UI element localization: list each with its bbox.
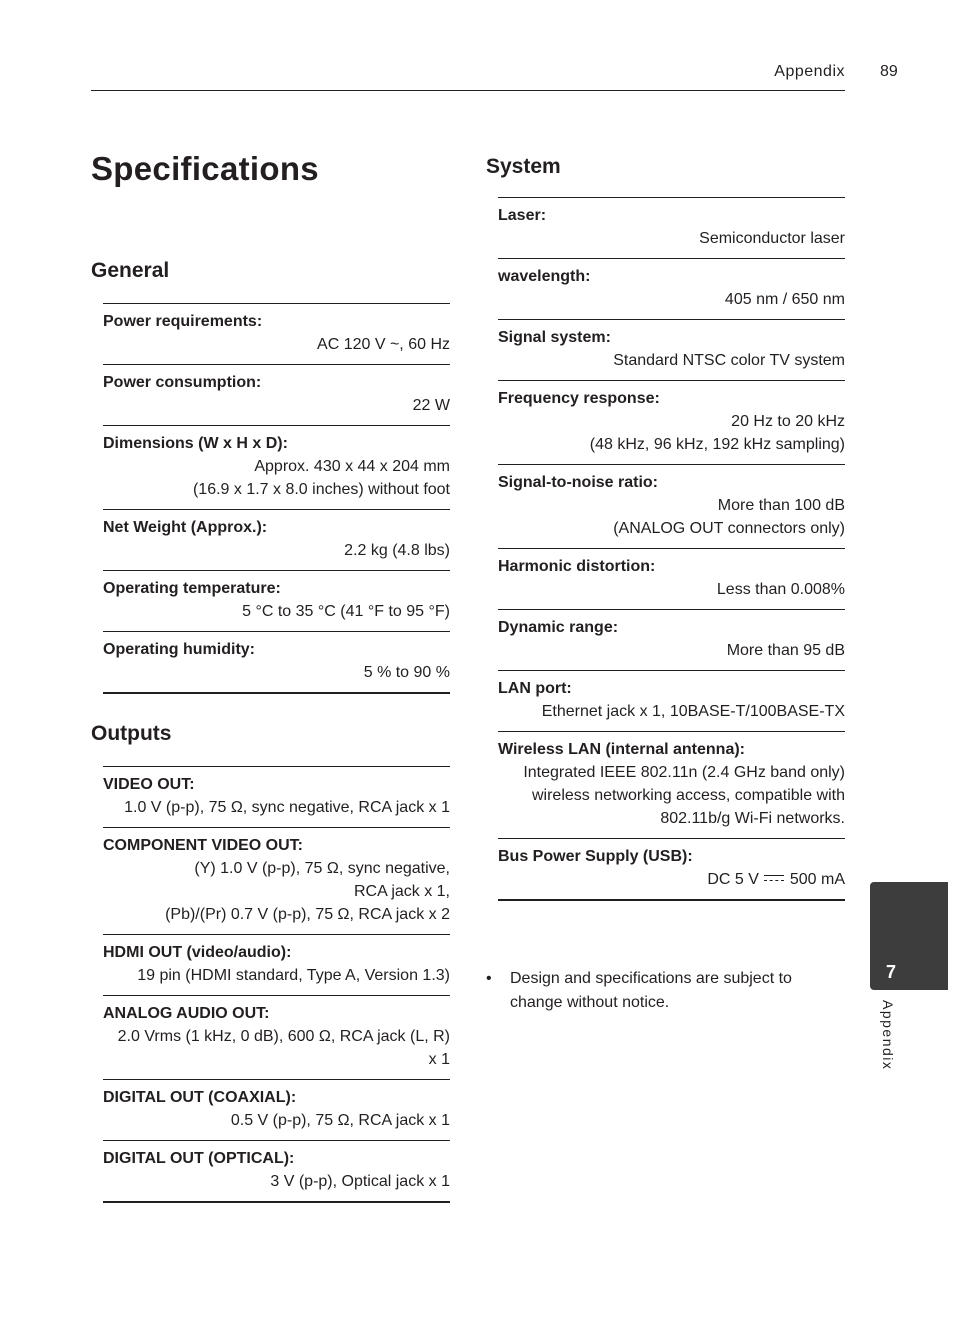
spec-item: [498, 732, 845, 839]
chapter-label: Appendix: [880, 1000, 896, 1071]
spec-item: [103, 935, 450, 996]
spec-label: Power consumption:: [103, 374, 262, 391]
spec-label: Net Weight (Approx.):: [103, 519, 268, 536]
spec-label: Bus Power Supply (USB):: [498, 848, 693, 865]
bullet-icon: •: [486, 970, 492, 987]
spec-item: [103, 996, 450, 1080]
spec-value: Approx. 430 x 44 x 204 mm (16.9 x 1.7 x 8.0 inches) without foot: [192, 458, 450, 498]
spec-item: [498, 320, 845, 381]
spec-item: [103, 510, 450, 571]
spec-item: [103, 426, 450, 510]
spec-value: 5 °C to 35 °C (41 °F to 95 °F): [242, 603, 450, 620]
spec-label: Operating temperature:: [103, 580, 281, 597]
spec-value: AC 120 V ~, 60 Hz: [317, 336, 450, 353]
spec-item: [103, 1080, 450, 1141]
dc-symbol-icon: [764, 875, 784, 883]
spec-value: 405 nm / 650 nm: [724, 291, 845, 308]
spec-label: Frequency response:: [498, 390, 660, 407]
spec-value: Less than 0.008%: [716, 581, 845, 598]
spec-value: 19 pin (HDMI standard, Type A, Version 1.3): [137, 967, 450, 984]
bus-power-current: 500 mA: [789, 871, 845, 888]
spec-value: 0.5 V (p-p), 75 Ω, RCA jack x 1: [230, 1112, 450, 1129]
page-title: Specifications: [91, 150, 319, 187]
system-spec-list: [498, 197, 845, 901]
spec-item: [103, 632, 450, 694]
spec-label: DIGITAL OUT (OPTICAL):: [103, 1150, 295, 1167]
spec-label: VIDEO OUT:: [103, 776, 195, 793]
spec-label: ANALOG AUDIO OUT:: [103, 1005, 270, 1022]
spec-item: [103, 304, 450, 365]
spec-item: [103, 571, 450, 632]
spec-value: More than 95 dB: [726, 642, 845, 659]
spec-value: 5 % to 90 %: [363, 664, 450, 681]
spec-value: 22 W: [412, 397, 450, 414]
spec-label: Operating humidity:: [103, 641, 255, 658]
spec-label: wavelength:: [498, 268, 591, 285]
spec-value: (Y) 1.0 V (p-p), 75 Ω, sync negative, RCA jack x 1, (Pb)/(Pr) 0.7 V (p-p), 75 Ω, RCA jack x 2: [165, 860, 450, 923]
spec-item-bus-power: [498, 839, 845, 901]
spec-item: [498, 465, 845, 549]
spec-label: Signal-to-noise ratio:: [498, 474, 658, 491]
spec-item: [498, 610, 845, 671]
spec-value: 3 V (p-p), Optical jack x 1: [270, 1173, 450, 1190]
footnote-text: Design and specifications are subject to change without notice.: [510, 970, 792, 1011]
left-column: [91, 258, 450, 1203]
outputs-spec-list: [103, 766, 450, 1203]
spec-label: Wireless LAN (internal antenna):: [498, 741, 746, 758]
spec-label: Signal system:: [498, 329, 611, 346]
chapter-number: 7: [886, 962, 897, 982]
spec-item: [103, 767, 450, 828]
general-heading: General: [91, 259, 170, 282]
spec-value: 1.0 V (p-p), 75 Ω, sync negative, RCA jack x 1: [124, 799, 450, 816]
spec-label: Power requirements:: [103, 313, 263, 330]
spec-item: [498, 381, 845, 465]
spec-value: Semiconductor laser: [699, 230, 845, 247]
spec-value: Standard NTSC color TV system: [613, 352, 845, 369]
spec-item: [103, 1141, 450, 1203]
right-column: [486, 154, 845, 901]
spec-item: [498, 671, 845, 732]
spec-item: [103, 365, 450, 426]
spec-value: [498, 868, 845, 891]
spec-label: LAN port:: [498, 680, 572, 697]
outputs-heading: Outputs: [91, 722, 172, 745]
spec-value: 2.0 Vrms (1 kHz, 0 dB), 600 Ω, RCA jack (L, R) x 1: [117, 1028, 450, 1068]
spec-value: Ethernet jack x 1, 10BASE-T/100BASE-TX: [541, 703, 845, 720]
header-divider: [91, 90, 845, 91]
spec-item: [498, 259, 845, 320]
spec-label: Dynamic range:: [498, 619, 619, 636]
spec-label: COMPONENT VIDEO OUT:: [103, 837, 304, 854]
spec-item: [498, 198, 845, 259]
spec-label: Harmonic distortion:: [498, 558, 656, 575]
spec-label: Dimensions (W x H x D):: [103, 435, 288, 452]
system-heading: System: [486, 155, 561, 178]
header-section-label: Appendix: [774, 63, 845, 80]
spec-item: [103, 828, 450, 935]
spec-label: HDMI OUT (video/audio):: [103, 944, 292, 961]
spec-value: 20 Hz to 20 kHz (48 kHz, 96 kHz, 192 kHz sampling): [589, 413, 845, 453]
page-number: 89: [880, 63, 898, 80]
footnote: [486, 967, 826, 1015]
general-spec-list: [103, 303, 450, 694]
spec-value: 2.2 kg (4.8 lbs): [344, 542, 450, 559]
spec-value: More than 100 dB (ANALOG OUT connectors only): [613, 497, 845, 537]
chapter-tab: [870, 882, 948, 990]
spec-item: [498, 549, 845, 610]
spec-value: Integrated IEEE 802.11n (2.4 GHz band only) wireless networking access, compatible with 802.11b/g Wi-Fi networks.: [523, 764, 845, 827]
spec-label: Laser:: [498, 207, 547, 224]
bus-power-voltage: DC 5 V: [707, 871, 759, 888]
spec-label: DIGITAL OUT (COAXIAL):: [103, 1089, 297, 1106]
